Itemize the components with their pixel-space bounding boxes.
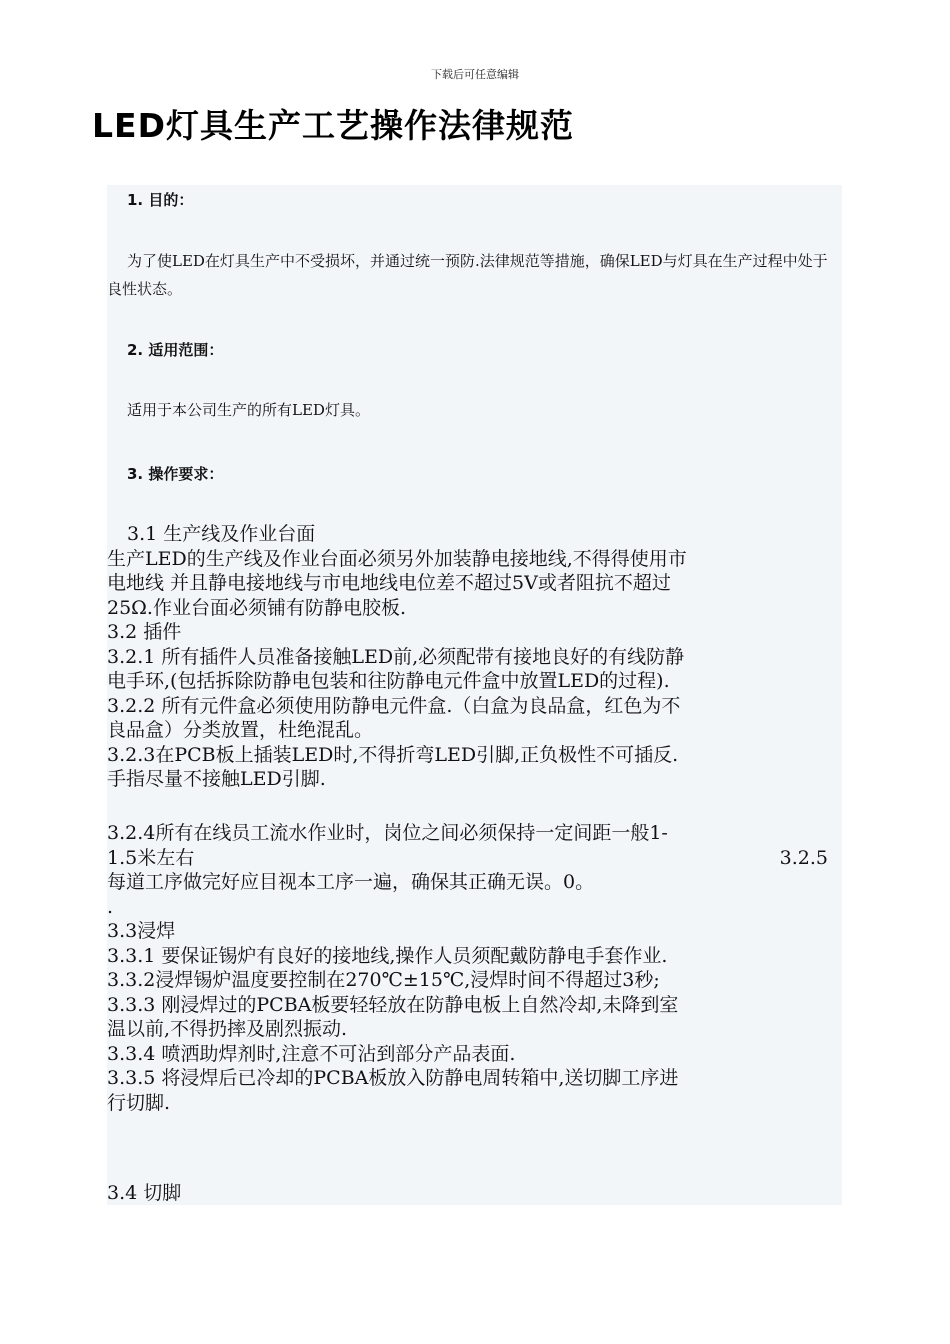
- line-3-2-heading: 3.2 插件: [107, 621, 182, 643]
- text-line-split: [107, 846, 842, 871]
- text-line: 25Ω.作业台面必须铺有防静电胶板.: [107, 596, 407, 619]
- text-line: 电手环,(包括拆除防静电包装和往防静电元件盒中放置LED的过程).: [107, 670, 670, 692]
- text-line: .: [107, 895, 114, 918]
- section-3-block-c: [107, 1181, 842, 1206]
- header-note: 下载后可任意编辑: [431, 68, 519, 81]
- text-line: 温以前,不得扔摔及剧烈振动.: [107, 1018, 348, 1040]
- text-line: 3.2.4所有在线员工流水作业时，岗位之间必须保持一定间距一般1-: [107, 822, 668, 844]
- document-body: [107, 185, 842, 1205]
- text-line: 生产LED的生产线及作业台面必须另外加装静电接地线,不得得使用市: [107, 547, 687, 570]
- text-line: 行切脚.: [107, 1091, 171, 1114]
- text-line: 3.3.2浸焊锡炉温度要控制在270℃±15℃,浸焊时间不得超过3秒;: [107, 969, 660, 991]
- text-line: 3.3.1 要保证锡炉有良好的接地线,操作人员须配戴防静电手套作业.: [107, 944, 668, 967]
- text-line: 电地线 并且静电接地线与市电地线电位差不超过5V或者阻抗不超过: [107, 572, 671, 594]
- line-3-3-heading: 3.3浸焊: [107, 920, 176, 942]
- section-1-heading: 1. 目的：: [127, 191, 194, 209]
- text-line: 3.3.3 刚浸焊过的PCBA板要轻轻放在防静电板上自然冷却,未降到室: [107, 993, 679, 1016]
- text-line: 3.2.3在PCB板上插装LED时,不得折弯LED引脚,正负极性不可插反.: [107, 743, 679, 766]
- section-3-block-a: [107, 522, 842, 792]
- text-line: 3.3.5 将浸焊后已冷却的PCBA板放入防静电周转箱中,送切脚工序进: [107, 1067, 679, 1089]
- text-fragment: 1.5米左右: [107, 846, 195, 869]
- section-3-block-b: [107, 821, 842, 1115]
- text-line: 3.2.2 所有元件盒必须使用防静电元件盒.（白盒为良品盒，红色为不: [107, 694, 681, 717]
- text-fragment-right: 3.2.5: [779, 846, 828, 869]
- section-3-heading: 3. 操作要求：: [127, 465, 224, 483]
- text-line: 良品盒）分类放置，杜绝混乱。: [107, 719, 374, 741]
- text-line: 手指尽量不接触LED引脚.: [107, 768, 326, 790]
- text-line: 3.2.1 所有插件人员准备接触LED前,必须配带有接地良好的有线防静: [107, 645, 685, 668]
- section-1-paragraph: 为了使LED在灯具生产中不受损坏，并通过统一预防.法律规范等措施，确保LED与灯具在生产过程中处于良性状态。: [107, 252, 828, 298]
- text-line: 3.3.4 喷洒助焊剂时,注意不可沾到部分产品表面.: [107, 1042, 516, 1065]
- line-3-1-heading: 3.1 生产线及作业台面: [127, 523, 316, 545]
- section-2-paragraph: 适用于本公司生产的所有LED灯具。: [127, 401, 370, 419]
- text-line: 每道工序做完好应目视本工序一遍，确保其正确无误。0。: [107, 871, 595, 893]
- line-3-4-heading: 3.4 切脚: [107, 1182, 182, 1204]
- document-title: LED灯具生产工艺操作法律规范: [92, 106, 574, 145]
- section-2-heading: 2. 适用范围：: [127, 341, 224, 359]
